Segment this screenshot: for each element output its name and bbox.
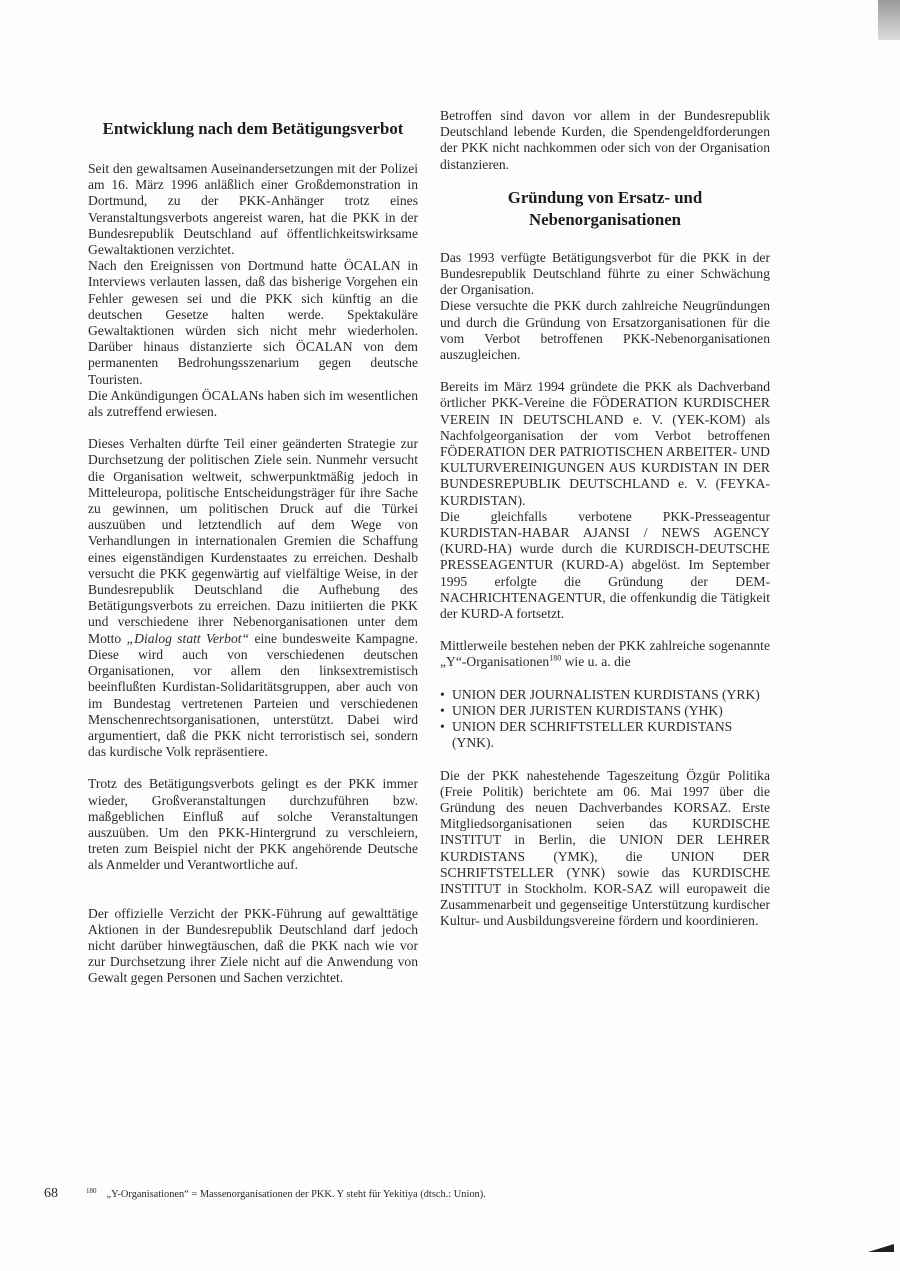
paragraph-text: Mittlerweile bestehen neben der PKK zahlreiche sogenannte „Y“-Organisationen	[440, 638, 770, 670]
paragraph: Die gleichfalls verbotene PKK-Presseagentur KURDISTAN-HABAR AJANSI / NEWS AGENCY (KURD-HA) wurde durch die KURDISCH-DEUTSCHE PRESSEAGENTUR (KURD-A) abgelöst. Im September 1995 erfolgte die Gründung der DEM-NACHRICHTENAGENTUR, die offenkundig die Tätigkeit der KURD-A fortsetzt.	[440, 508, 770, 622]
section-heading-gruendung	[440, 187, 770, 231]
footnote-number: 180	[86, 1186, 97, 1195]
paragraph: Die Ankündigungen ÖCALANs haben sich im wesentlichen als zutreffend erwiesen.	[88, 387, 418, 420]
paragraph: Der offizielle Verzicht der PKK-Führung auf gewalttätige Aktionen in der Bundesrepublik Deutschland darf jedoch nicht darüber hinwegtäuschen, daß die PKK nach wie vor zur Durchsetzung ihrer Ziele nicht auf die Anwendung von Gewalt gegen Personen und Sachen verzichtet.	[88, 905, 418, 986]
footnote-text: „Y-Organisationen“ = Massenorganisationen der PKK. Y steht für Yekitiya (dtsch.: Union).	[106, 1189, 486, 1200]
paragraph: Betroffen sind davon vor allem in der Bundesrepublik Deutschland lebende Kurden, die Spendengeldforderungen der PKK nicht nachkommen oder sich von der Organisation distanzieren.	[440, 108, 770, 172]
paragraph-text: wie u. a. die	[561, 654, 631, 670]
heading-line: Gründung von Ersatz- und	[507, 187, 703, 207]
paragraph: Nach den Ereignissen von Dortmund hatte ÖCALAN in Interviews verlauten lassen, daß das bisherige Vorgehen ein Fehler gewesen sei und die PKK sich künftig an die deutschen Gesetze halten werde. Spektakuläre Gewaltaktionen würden sich nicht mehr wiederholen. Darüber hinaus distanzierte sich ÖCALAN von dem permanenten Bedrohungsszenarium gegen deutsche Touristen.	[88, 258, 418, 387]
scan-edge-mark	[878, 0, 900, 40]
paragraph: Diese versuchte die PKK durch zahlreiche Neugründungen und durch die Gründung von Ersatzorganisationen für die vom Verbot betroffenen PKK-Nebenorganisationen auszugleichen.	[440, 298, 770, 363]
campaign-motto: „Dialog statt Verbot“	[126, 630, 250, 646]
heading-line: Nebenorganisationen	[529, 209, 681, 229]
bullet-icon: •	[440, 686, 445, 702]
paragraph-text: Dieses Verhalten dürfte Teil einer geänderten Strategie zur Durchsetzung der politischen Ziele sein. Nunmehr versucht die Organisation weltweit, schwerpunktmäßig jedoch in Mitteleuropa, politische Entscheidungsträger für ihre Sache zu gewinnen, um politischen Druck auf die Türkei auszuüben und letztendlich auf dem Wege von Verhandlungen in internationalen Gremien die Schaffung eines eigenständigen Kurdenstaates zu erreichen. Deshalb versucht die PKK gegenwärtig auf vielfältige Weise, in der Bundesrepublik Deutschland die Aufhebung des Betätigungsverbots zu erreichen. Dazu initiierten die PKK und verschiedene ihrer Nebenorganisationen unter dem Motto	[88, 436, 418, 646]
paragraph	[440, 638, 770, 670]
page-number: 68	[44, 1186, 58, 1201]
paragraph-text: eine bundesweite Kampagne. Diese wird auch von verschiedenen deutschen Organisationen, vor allem den linksextremistisch beeinflußten Kurdistan-Solidaritätsgruppen, aber auch von im Bundestag vertretenen Parteien und verschiedenen Menschenrechtsorganisationen, unterstützt. Dabei wird argumentiert, daß die PKK nicht terroristisch sei, sondern das kurdische Volk repräsentiere.	[88, 630, 419, 760]
scan-corner-mark	[868, 1244, 894, 1252]
footnote-reference: 180	[549, 653, 562, 663]
paragraph: Das 1993 verfügte Betätigungsverbot für die PKK in der Bundesrepublik Deutschland führte zu einer Schwächung der Organisation.	[440, 249, 770, 298]
organisation-list	[440, 687, 770, 752]
paragraph: Trotz des Betätigungsverbots gelingt es der PKK immer wieder, Großveranstaltungen durchzuführen bzw. maßgeblichen Einfluß auf solche Veranstaltungen auszuüben. Um den PKK-Hintergrund zu verschleiern, treten zum Beispiel nicht der PKK angehörende Deutsche als Anmelder und Verantwortliche auf.	[88, 776, 418, 873]
paragraph: Die der PKK nahestehende Tageszeitung Özgür Politika (Freie Politik) berichtete am 06. Mai 1997 über die Gründung des neuen Dachverbandes KORSAZ. Erste Mitgliedsorganisationen seien das KURDISCHE INSTITUT in Berlin, die UNION DER LEHRER KURDISTANS (YMK), die UNION DER SCHRIFTSTELLER (YNK) sowie das KURDISCHE INSTITUT in Stockholm. KOR-SAZ will europaweit die Zusammenarbeit und gegenseitige Unterstützung kurdischer Kultur- und Ausbildungsvereine fördern und koordinieren.	[440, 767, 770, 929]
paragraph: Bereits im März 1994 gründete die PKK als Dachverband örtlicher PKK-Vereine die FÖDERATION KURDISCHER VEREIN IN DEUTSCHLAND e. V. (YEK-KOM) als Nachfolgeorganisation der vom Verbot betroffenen FÖDERATION DER PATRIOTISCHEN ARBEITER- UND KULTURVEREINIGUNGEN AUS KURDISTAN IN DER BUNDESREPUBLIK DEUTSCHLAND e. V. (FEYKA-KURDISTAN).	[440, 379, 770, 508]
paragraph	[88, 436, 418, 760]
list-item: • UNION DER JURISTEN KURDISTANS (YHK)	[440, 702, 723, 718]
footnote	[86, 1186, 486, 1200]
bullet-icon: •	[440, 719, 445, 735]
section-heading-betaetigungsverbot: Entwicklung nach dem Betätigungsverbot	[102, 119, 404, 138]
bullet-icon: •	[440, 702, 445, 718]
list-item: • UNION DER JOURNALISTEN KURDISTANS (YRK)	[440, 686, 760, 702]
list-item: • UNION DER SCHRIFTSTELLER KURDISTANS (YNK).	[440, 719, 733, 751]
paragraph: Seit den gewaltsamen Auseinandersetzungen mit der Polizei am 16. März 1996 anläßlich einer Großdemonstration in Dortmund, zu der PKK-Anhänger trotz eines Veranstaltungsverbots angereist waren, hat die PKK in der Bundesrepublik Deutschland auf öffentlichkeitswirksame Gewaltaktionen verzichtet.	[88, 161, 418, 258]
right-column	[440, 108, 770, 930]
left-column	[88, 118, 418, 987]
